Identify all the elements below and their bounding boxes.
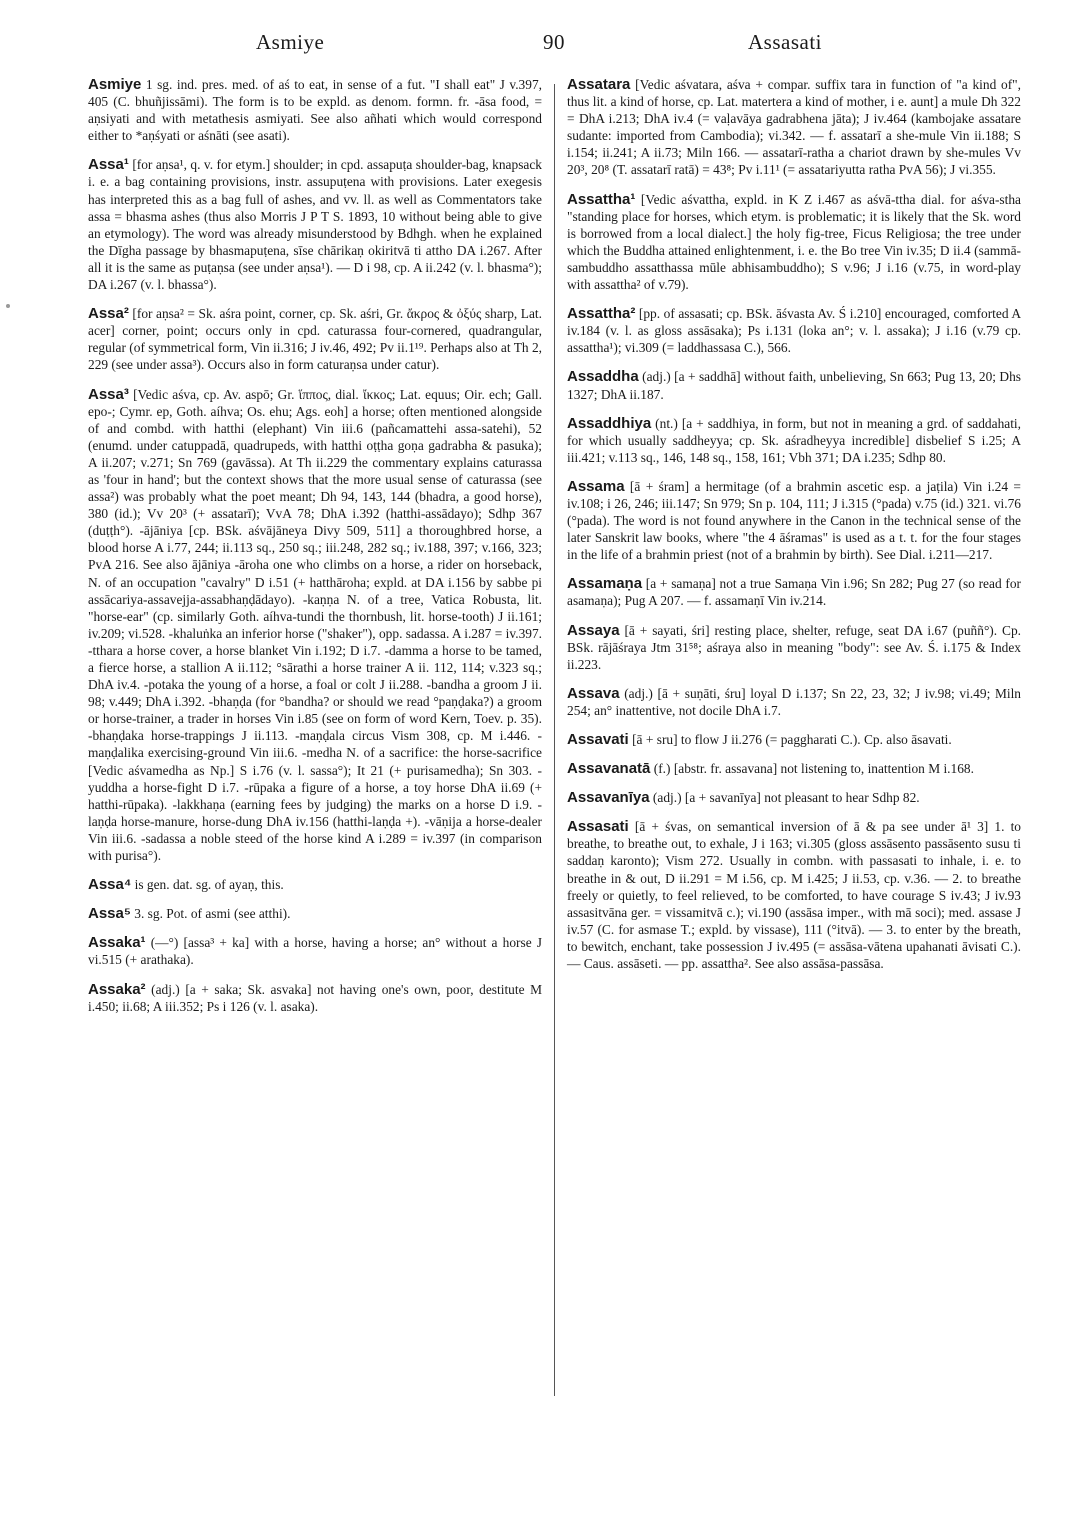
dictionary-entry (567, 731, 1021, 748)
column-divider (554, 84, 555, 1396)
dictionary-entry (567, 575, 1021, 609)
entry-text: [ā + śvas, on semantical inversion of ā & pa see under ā¹ 3] 1. to breathe, to breathe out, to exhale, J i 163; vi.305 (gloss assāsento passāsento susu ti saddaṇ karonto); Vism 272. Usually in combn. with passasati to inhale, i. e. to breathe in & out, D ii.291 = M i.56, cp. M i.425; J ii.53, cp. v.36. — 2. to breathe freely or quietly, to feel relieved, to be comforted, to have courage S iv.43; J iv.93 assasitvāna ger. = vissamitvā c.); vi.190 (assāsa imper., with mā soci); med. assase J iv.57 (C. for asmase T.; expld. by vissase), 111 (°itvā). — 3. to enter by the breath, to bewitch, enchant, take possession J iv.495 (= assāsa-vātena upahanati āvisati C.). — Caus. assāseti. — pp. assattha². See also assāsa-passāsa. (567, 819, 1021, 972)
entry-text: [pp. of assasati; cp. BSk. āśvasta Av. Ś i.210] encouraged, comforted A iv.184 (v. l. as gloss assāsaka); Ps i.131 (loka an°; v. l. assaka); J i.16 (v.79 cp. assattha¹); vi.309 (= laddhassasa C.), 566. (567, 306, 1022, 356)
headword: Assatara (567, 76, 631, 93)
dictionary-entry (88, 876, 542, 893)
dictionary-entry (88, 305, 542, 373)
headword: Assa⁵ (88, 905, 131, 923)
dictionary-entry (88, 981, 542, 1015)
entry-text: (adj.) [a + savanīya] not pleasant to hear Sdhp 82. (652, 790, 920, 806)
entry-text: [for aṇsa² = Sk. aśra point, corner, cp. Sk. aśri, Gr. ἄκρος & ὀξύς sharp, Lat. acer] corner, point; occurs only in cpd. caturassa four-cornered, quadrangular, regular (of symmetrical form, Vin ii.316; J iv.46, 492; Pv ii.1¹⁹. Perhaps also at Th 2, 229 (see under assa³). Occurs also in form caturaṇsa under catur). (88, 306, 542, 373)
entry-text: (—°) [assa³ + ka] with a horse, having a horse; an° without a horse J vi.515 (+ arathaka). (88, 935, 542, 968)
dictionary-entry (88, 934, 542, 968)
entry-text: is gen. dat. sg. of ayaṇ, this. (134, 877, 284, 893)
entry-text: [ā + sru] to flow J ii.276 (= paggharati C.). Cp. also āsavati. (632, 732, 952, 747)
dictionary-entry (567, 685, 1021, 719)
dictionary-entry (88, 156, 542, 293)
entry-text: [a + samaṇa] not a true Samaṇa Vin i.96; Sn 282; Pug 27 (so read for asamaṇa); Pug A 207. — f. assamaṇī Vin iv.214. (567, 576, 1021, 609)
dictionary-entry (567, 818, 1021, 972)
headword: Assa² (88, 305, 129, 323)
entry-text: 1 sg. ind. pres. med. of aś to eat, in sense of a fut. "I shall eat" J v.397, 405 (C. bhuñjissāmi). The form is to be expld. as denom. formn. fr. -āsa food, = aṇsiyati and with metathesis asmiyati. See also añhati which would correspond either to *aṇśyati or aśnāti (see asati). (88, 77, 542, 144)
entry-text: [Vedic aśvattha, expld. in K Z i.467 as aśvā-ttha dial. for aśva-stha "standing place for horses, which etym. is problematic; it is likely that the Sk. word is borrowed from a local dialect.] the holy fig-tree, Ficus Religiosa; the tree under which the Buddha attained enlightenment, i. e. the Bo tree Vin iv.35; D ii.4 (sammā-sambuddho assatthassa mūle abhisambuddho); S v.96; J i.16 (v.75, in word-play with assattha² of v.79). (567, 191, 1021, 293)
headword: Assaddhiya (567, 414, 652, 432)
dictionary-entry (567, 478, 1021, 563)
headword: Assattha¹ (567, 190, 636, 208)
headword: Assama (567, 477, 625, 495)
headword: Assavati (567, 731, 629, 748)
dictionary-entry (567, 76, 1021, 179)
left-column (88, 76, 542, 1027)
entry-text: (adj.) [a + saka; Sk. asvaka] not having one's own, poor, destitute M i.450; ii.68; A iii.352; Ps i 126 (v. l. asaka). (88, 981, 542, 1014)
entry-text: 3. sg. Pot. of asmi (see atthi). (134, 906, 291, 922)
headword: Assamaṇa (567, 575, 643, 593)
entry-text: [Vedic aśva, cp. Av. aspō; Gr. ἵππος, dial. ἴκκος; Lat. equus; Oir. ech; Gall. epo-; Cymr. ep, Goth. aíhva; Os. ehu; Ags. eoh] a horse; often mentioned alongside of and combd. with hatthi (elephant) Vin iii.6 (pañcamattehi assa-satehi), 52 (enumd. under catuppadā, quadrupeds, with hatthi oṭṭha goṇa gadrabha & pasuka); A ii.207; v.271; Sn 769 (gavāssa). At Th ii.229 the commentary explains caturassa as 'four in hand'; but the context shows that the more usual sense of caturassa (see assa²) was probably what the poet meant; Dh 94, 143, 144 (bhadra, a good horse), 380 (id.); Vv 20³ (+ assatarī); VvA 78; DhA i.392 (hatthi-assādayo); Sdhp 367 (duṭṭh°). -ājāniya [cp. BSk. aśvājāneya Divy 509, 511] a thoroughbred horse, a blood horse A i.77, 244; ii.113 sq., 250 sq.; iii.248, 282 sq.; iv.188, 397; v.166, 323; PvA 216. See also ājāniya -āroha one who climbs on a horse, a rider on horseback, N. of an occupation "cavalry" D i.51 (+ hatthāroha; expld. at DA i.156 by sabbe pi assācariya-assavejja-assabhaṇḍādayo). -kaṇṇa N. of a tree, Vatica Robusta, lit. "horse-ear" (cp. similarly Goth. aíhva-tundi the thornbush, lit. horse-tooth) J ii.161; iv.209; vi.528. -khaluṅka an inferior horse ("shaker"), opp. sadassa. A i.287 = iv.397. -tthara a horse cover, a horse blanket Vin i.192; D i.7. -damma a horse to be tamed, a fierce horse, a stallion A ii.112; °sārathi a horse trainer A ii. 112, 114; v.323 sq.; DhA iv.4. -potaka the young of a horse, a foal or colt J ii.288. -bandha a groom J ii. 98; v.449; DhA i.392. -bhaṇḍa (for °bandha? or should we read °paṇḍaka?) a groom or horse-trainer, a trader in horses Vin i.85 (see on form of word Kern, Toev. p. 35). -bhaṇḍaka horse-trappings J ii.113. -maṇḍala circus Vism 308, cp. M i.446. -maṇḍalika exercising-ground Vin iii.6. -medha N. of a sacrifice: the horse-sacrifice [Vedic aśvamedha as Np.] S i.76 (v. l. sassa°); It 21 (+ purisamedha); Sn 303. -yuddha a horse-fight D i.7. -rūpaka a figure of a horse, a toy horse DhA ii.69 (+ hatthi-rūpaka). -lakkhaṇa (earning fees by judging) the marks on a horse D i.9. -laṇḍa horse-manure, horse-dung DhA iv.156 (hatthi-laṇḍa +). -vāṇija a horse-dealer Vin iii.6. -sadassa a noble steed of the horse kind A i.289 = iv.397 (in comparison with purisa°). (88, 386, 542, 864)
dictionary-entry (88, 76, 542, 144)
headword: Assavanīya (567, 789, 650, 807)
headword: Assavanatā (567, 760, 651, 778)
entry-text: [Vedic aśvatara, aśva + compar. suffix tara in function of "a kind of", thus lit. a kind of horse, cp. Lat. matertera a kind of mother, i e. aunt] a mule Dh 322 = DhA i.213; DhA iv.4 (= vaḷavāya gadrabhena jāta); J iv.464 (kambojake assatare sudante: imported from Cambodia); vi.342. — f. assatarī a she-mule Vin ii.188; S i.154; ii.241; A ii.73; Miln 166. — assatarī-ratha a chariot drawn by she-mules Vv 20³, 20⁸ (T. assatarī ratā) = 43⁸; Pv i.11¹ (= assatariyutta ratha PvA 56); J vi.355. (567, 77, 1021, 178)
headword: Asmiye (88, 76, 142, 93)
headword: Assaka² (88, 980, 146, 998)
running-head-left: Asmiye (256, 30, 325, 54)
right-column (567, 76, 1021, 984)
dictionary-entry (567, 368, 1021, 402)
headword: Assava (567, 684, 620, 702)
dictionary-entry (567, 305, 1021, 356)
entry-text: (nt.) [a + saddhiya, in form, but not in meaning a grd. of saddahati, for which usually saddheyya; cp. Sk. aśradheyya incredible] disbelief S i.25; A iii.421; v.113 sq., 146, 148 sq., 158, 161; Vbh 371; DA i.235; Sdhp 80. (567, 415, 1021, 465)
headword: Assaka¹ (88, 934, 146, 952)
dictionary-entry (567, 789, 1021, 806)
dictionary-entry (567, 622, 1021, 673)
margin-mark (6, 304, 10, 308)
headword: Assa⁴ (88, 876, 132, 894)
entry-text: (f.) [abstr. fr. assavana] not listening to, inattention M i.168. (653, 761, 974, 777)
headword: Assaya (567, 621, 620, 639)
entry-text: [ā + sayati, śri] resting place, shelter, refuge, seat DA i.67 (puññ°). Cp. BSk. rājāśraya Jtm 31⁵⁸; aśraya also in meaning "body": see Av. Ś. i.175 & Index ii.223. (567, 622, 1021, 672)
headword: Assattha² (567, 305, 636, 323)
dictionary-entry (88, 386, 542, 865)
dictionary-entry (88, 905, 542, 922)
headword: Assa³ (88, 385, 129, 403)
page-header (88, 30, 968, 64)
dictionary-entry (567, 415, 1021, 466)
headword: Assa¹ (88, 156, 129, 174)
dictionary-entry (567, 191, 1021, 294)
running-head-right: Assasati (748, 30, 822, 54)
headword: Assasati (567, 818, 629, 836)
entry-text: (adj.) [ā + suṇāti, śru] loyal D i.137; Sn 22, 23, 32; J iv.98; vi.49; Miln 254; an° inattentive, not docile DhA i.7. (567, 685, 1021, 718)
entry-text: (adj.) [a + saddhā] without faith, unbelieving, Sn 663; Pug 13, 20; Dhs 1327; DhA ii.187. (567, 369, 1021, 402)
headword: Assaddha (567, 368, 639, 386)
entry-text: [ā + śram] a hermitage (of a brahmin ascetic esp. a jaṭila) Vin i.24 = iv.108; i 26, 246; iii.147; Sn 979; Sn p. 104, 111; J i.315 (°pada) v.75 (id.) 321. vi.76 (°pada). The word is not found anywhere in the Canon in the technical sense of the later Sanskrit law books, where "the 4 āśramas" is used as a t. t. for the four stages in the life of a brahmin priest (not of a brahmin by birth). See Dial. i.211—217. (567, 478, 1021, 563)
dictionary-entry (567, 760, 1021, 777)
entry-text: [for aṇsa¹, q. v. for etym.] shoulder; in cpd. assapuṭa shoulder-bag, knapsack i. e. a bag containing provisions, instr. assupuṭena with provisions. Later exegesis has interpreted this as a bag full of ashes, and vv. ll. as well as Commentators take assa = bhasma ashes (thus also Morris J P T S. 1893, 10 without being able to give an etymology). The word was already misunderstood by Bdhgh. when he explained the Dīgha passage by bhasmapuṭena, sīse chārikaṇ okiritvā ti attho DA i.267. After all it is the same as puṭaṇsa (see under aṇsa¹). — D i 98, cp. A ii.242 (v. l. bhasma°); DA i.267 (v. l. bhassa°). (88, 157, 542, 293)
page-number: 90 (543, 30, 565, 54)
